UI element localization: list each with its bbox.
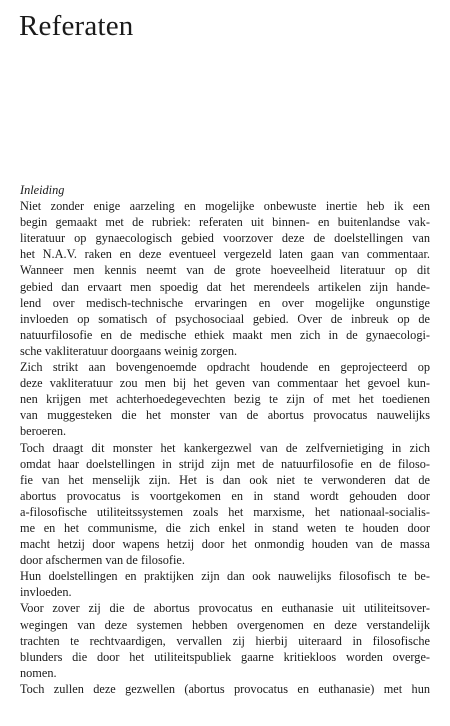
text-line: macht hetzij door wapens hetzij door het onmondig houden van de massa: [20, 537, 430, 552]
text-line: me en het communisme, die zich enkel in stand weten te houden door: [20, 520, 430, 535]
text-line: door afschermen van de filosofie.: [20, 553, 185, 568]
paragraph: [20, 440, 430, 569]
paragraph: [20, 681, 430, 697]
paragraph: [20, 198, 430, 359]
text-line: sche vakliteratuur doorgaans weinig zorgen.: [20, 343, 238, 358]
text-line: invloeden.: [20, 585, 72, 600]
text-line: abortus provocatus is voortgekomen en in stand wordt gehouden door: [20, 488, 430, 503]
text-line: Niet zonder enige aarzeling en mogelijke onbewuste inertie heb ik een: [20, 199, 430, 214]
text-line: deze vakliteratuur zou men bij het geven van commentaar het gevoel kun-: [20, 376, 430, 391]
paragraph: [20, 600, 430, 680]
text-line: natuurfilosofie en de medische ethiek maakt men zich in de gynaecologi-: [20, 327, 430, 342]
paragraph: [20, 359, 430, 439]
text-line: van muggesteken die het monster van de abortus provocatus nauwelijks: [20, 408, 430, 423]
text-line: invloeden op somatisch of psychosociaal gebied. Over de inbreuk op de: [20, 311, 430, 326]
text-line: nomen.: [20, 665, 57, 680]
text-line: nen krijgen met achterhoedegevechten bezig te zijn of met het toedienen: [20, 392, 430, 407]
text-line: a-filosofische utiliteitssystemen zoals het marxisme, het nationaal-socialis-: [20, 504, 430, 519]
paragraph: [20, 568, 430, 600]
text-line: omdat haar doelstellingen in strijd zijn met de natuurfilosofie en de filoso-: [20, 456, 430, 471]
text-line: begin gemaakt met de rubriek: referaten uit binnen- en buitenlandse vak-: [20, 215, 430, 230]
text-line: gebied dan ervaart men spoedig dat het merendeels artikelen zijn hande-: [20, 279, 430, 294]
text-line: Zich strikt aan bovengenoemde opdracht houdende en geprojecteerd op: [20, 360, 430, 375]
text-line: fie van het menselijk zijn. Het is dan ook niet te verwonderen dat de: [20, 472, 430, 487]
text-line: literatuur op gynaecologisch gebied voorzover deze de doelstellingen van: [20, 231, 430, 246]
text-line: Toch draagt dit monster het kankergezwel van de zelfvernietiging in zich: [20, 440, 430, 455]
text-line: blunders die door het utiliteitspubliek gaarne kritiekloos worden overge-: [20, 649, 430, 664]
text-line: het N.A.V. raken en deze eventueel vergezeld laten gaan van commentaar.: [20, 247, 430, 262]
text-line: wegingen van deze systemen hebben overgenomen en deze verstandelijk: [20, 617, 430, 632]
section-heading: Inleiding: [20, 183, 65, 197]
article-body: [20, 182, 430, 697]
text-line: Toch zullen deze gezwellen (abortus provocatus en euthanasie) met hun: [20, 681, 430, 696]
paragraph-list: [20, 198, 430, 697]
text-line: Hun doelstellingen en praktijken zijn dan ook nauwelijks filosofisch te be-: [20, 569, 430, 584]
text-line: trachten te rechtvaardigen, vervallen zij hierbij uiteraard in filosofische: [20, 633, 430, 648]
text-line: Wanneer men kennis neemt van de grote hoeveelheid literatuur op dit: [20, 263, 430, 278]
text-line: Voor zover zij die de abortus provocatus en euthanasie uit utiliteitsover-: [20, 601, 430, 616]
text-line: beroeren.: [20, 424, 67, 439]
text-line: lend over medisch-technische ervaringen en over mogelijke ongunstige: [20, 295, 430, 310]
page-title: Referaten: [19, 10, 134, 42]
